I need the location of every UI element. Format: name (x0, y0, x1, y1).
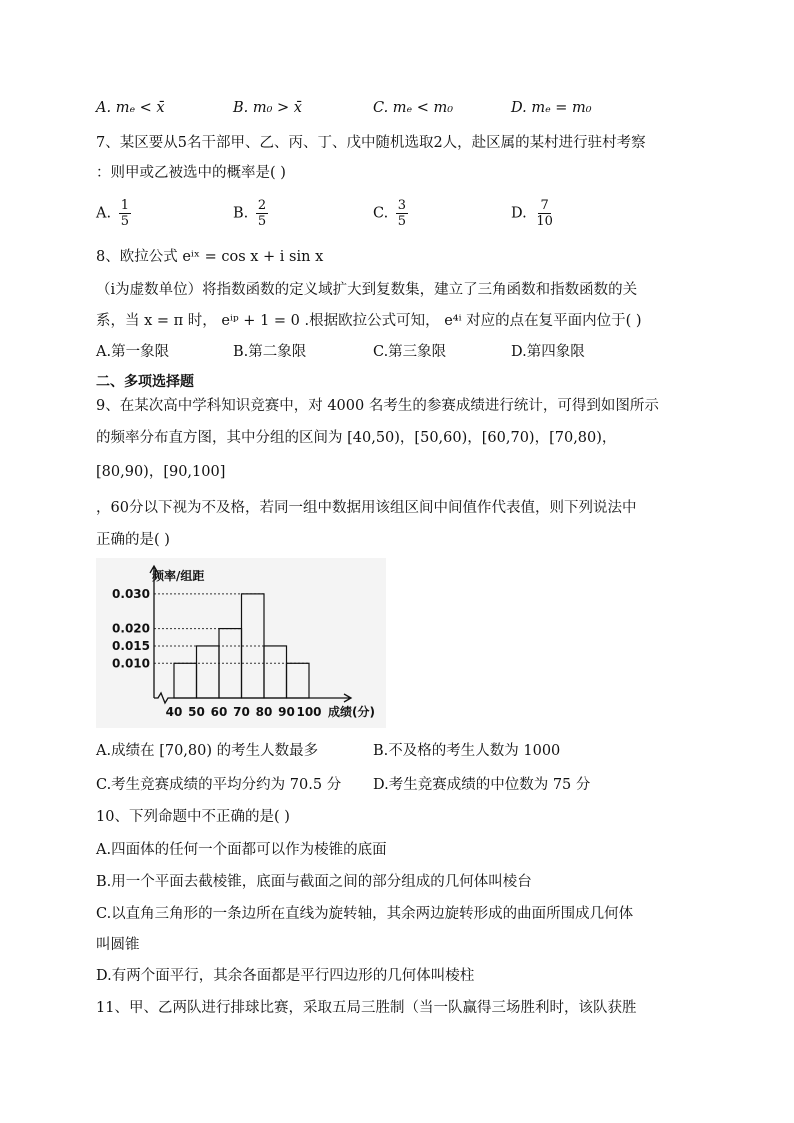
q7-option-b (233, 198, 268, 229)
q8-stem-line3: 系，当 x = π 时， eⁱᵖ + 1 = 0 .根据欧拉公式可知， e⁴ⁱ 对应的点在复平面内位于( ) (96, 313, 642, 329)
x-tick-label: 70 (233, 705, 250, 719)
q9-stem-line1: 9、在某次高中学科知识竞赛中，对 4000 名考生的参赛成绩进行统计，可得到如图所示 (96, 398, 659, 414)
denominator: 5 (397, 214, 407, 229)
x-tick-label: 80 (255, 705, 273, 719)
numerator: 7 (540, 198, 549, 213)
q7-option-c-fraction (396, 198, 408, 229)
q7-stem-line2: ：则甲或乙被选中的概率是( ) (96, 165, 286, 181)
x-axis-label: 成绩(分) (328, 705, 375, 719)
q10-option-d: D.有两个面平行，其余各面都是平行四边形的几何体叫棱柱 (96, 968, 475, 984)
denominator: 10 (536, 214, 553, 229)
q7-option-d-letter: D. (511, 205, 527, 222)
q8-option-c: C.第三象限 (373, 344, 447, 360)
y-tick-label: 0.010 (112, 656, 150, 671)
q7-option-c-letter: C. (373, 205, 389, 222)
y-axis-label: 频率/组距 (152, 569, 205, 583)
q7-option-d-fraction (534, 198, 555, 229)
numerator: 3 (397, 198, 407, 213)
q7-option-b-fraction (256, 198, 268, 229)
q9-option-b: B.不及格的考生人数为 1000 (373, 743, 561, 759)
q11-stem-line1: 11、甲、乙两队进行排球比赛，采取五局三胜制（当一队赢得三场胜利时，该队获胜 (96, 1000, 637, 1016)
numerator: 1 (120, 198, 129, 213)
q7-option-d (511, 198, 555, 229)
q8-option-b: B.第二象限 (233, 344, 307, 360)
numerator: 2 (257, 198, 267, 213)
q9-stem-line5: 正确的是( ) (96, 532, 170, 548)
y-tick-label: 0.030 (112, 586, 150, 601)
q10-option-a: A.四面体的任何一个面都可以作为棱锥的底面 (96, 842, 387, 858)
q8-stem-line2: （i为虚数单位）将指数函数的定义域扩大到复数集，建立了三角函数和指数函数的关 (96, 282, 638, 298)
q9-option-c: C.考生竞赛成绩的平均分约为 70.5 分 (96, 777, 342, 793)
denominator: 5 (257, 214, 267, 229)
x-tick-label: 40 (165, 705, 183, 719)
q8-option-a: A.第一象限 (96, 344, 170, 360)
q10-option-c-line1: C.以直角三角形的一条边所在直线为旋转轴，其余两边旋转形成的曲面所围成几何体 (96, 906, 634, 922)
q10-option-c-line2: 叫圆锥 (96, 937, 140, 953)
q10-option-b: B.用一个平面去截棱锥，底面与截面之间的部分组成的几何体叫棱台 (96, 874, 532, 890)
section-heading: 二、多项选择题 (96, 374, 194, 390)
q6-option-d: D. mₑ = m₀ (511, 100, 592, 116)
q10-stem: 10、下列命题中不正确的是( ) (96, 809, 290, 825)
q9-stem-line3: [80,90)，[90,100] (96, 464, 226, 480)
q6-option-c: C. mₑ < m₀ (373, 100, 454, 116)
q9-option-d: D.考生竞赛成绩的中位数为 75 分 (373, 777, 591, 793)
q6-option-b: B. m₀ > x̄ (233, 100, 302, 116)
q8-option-d: D.第四象限 (511, 344, 585, 360)
q7-stem-line1: 7、某区要从5名干部甲、乙、丙、丁、戊中随机选取2人，赴区属的某村进行驻村考察 (96, 135, 646, 151)
q7-option-b-letter: B. (233, 205, 249, 222)
q7-option-a (96, 198, 131, 229)
x-tick-label: 100 (296, 705, 322, 719)
y-tick-label: 0.020 (112, 621, 150, 636)
histogram-y-ticks (112, 587, 150, 670)
q9-option-a: A.成绩在 [70,80) 的考生人数最多 (96, 743, 319, 759)
q6-option-a: A. mₑ < x̄ (96, 100, 165, 116)
denominator: 5 (120, 214, 129, 229)
q9-stem-line2: 的频率分布直方图，其中分组的区间为 [40,50)，[50,60)，[60,70)，[70,80)， (96, 430, 617, 446)
q7-option-a-letter: A. (96, 205, 112, 222)
x-tick-label: 60 (210, 705, 228, 719)
x-tick-label: 50 (188, 705, 205, 719)
histogram-x-ticks (166, 705, 322, 719)
q7-option-a-fraction (119, 198, 131, 229)
q7-option-c (373, 198, 408, 229)
x-tick-label: 90 (278, 705, 295, 719)
q9-stem-line4: ，60分以下视为不及格，若同一组中数据用该组区间中间值作代表值，则下列说法中 (96, 500, 637, 516)
frequency-histogram (96, 558, 386, 728)
q8-stem-line1: 8、欧拉公式 eⁱˣ = cos x + i sin x (96, 249, 324, 265)
y-tick-label: 0.015 (112, 638, 150, 653)
